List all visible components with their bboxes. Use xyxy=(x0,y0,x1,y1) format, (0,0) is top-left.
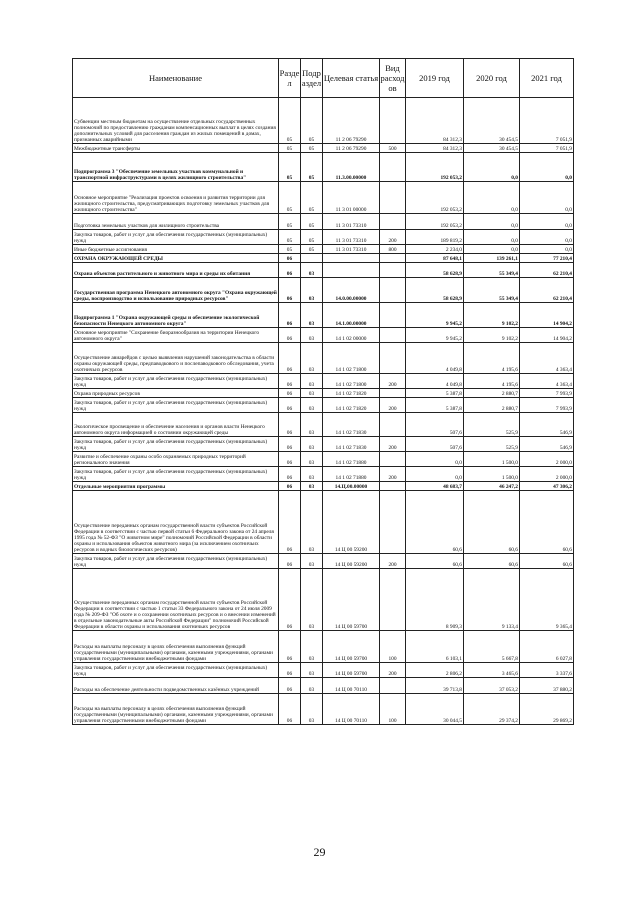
row-podrazdel: 03 xyxy=(301,278,323,303)
table-row xyxy=(73,245,574,254)
row-2021: 77 210,4 xyxy=(520,254,574,263)
row-vid xyxy=(380,491,406,554)
row-podrazdel: 03 xyxy=(301,554,323,569)
row-razdel: 06 xyxy=(279,343,301,374)
row-podrazdel: 05 xyxy=(301,230,323,245)
table-header-row xyxy=(73,59,574,98)
row-podrazdel: 05 xyxy=(301,144,323,153)
row-vid xyxy=(380,214,406,230)
row-name: Субвенции местным бюджетам на осуществление отдельных государственных полномочий по предоставлению гражданам компенсационных выплат в целях создания дополнительных условий для расселения граждан из жилых помещений в домах, признанных аварийными xyxy=(73,98,279,144)
row-statya: 11 3 01 73310 xyxy=(323,230,380,245)
row-razdel: 06 xyxy=(279,452,301,467)
row-podrazdel: 03 xyxy=(301,413,323,437)
row-statya: 14 Ц 00 70110 xyxy=(323,694,380,725)
row-vid: 200 xyxy=(380,374,406,389)
row-2020: 0,0 xyxy=(464,214,520,230)
row-podrazdel: 03 xyxy=(301,303,323,328)
row-vid xyxy=(380,254,406,263)
row-vid: 100 xyxy=(380,631,406,663)
row-2020: 9 102,2 xyxy=(464,303,520,328)
row-statya: 14 1 02 71800 xyxy=(323,374,380,389)
row-2020: 1 500,0 xyxy=(464,467,520,482)
row-podrazdel: 03 xyxy=(301,491,323,554)
table-row xyxy=(73,482,574,491)
row-name: Закупка товаров, работ и услуг для обеспечения государственных (муниципальных) нужд xyxy=(73,374,279,389)
row-2020: 9 133,4 xyxy=(464,569,520,631)
header-vid: Вид расходов xyxy=(380,59,406,98)
row-statya: 14 1 02 71800 xyxy=(323,343,380,374)
row-vid xyxy=(380,452,406,467)
row-name: Осуществление переданных органам государственной власти субъектов Российской Федерации в соответствии с частью 1 статьи 33 Федерального закона от 24 июля 2009 года № 209-ФЗ "Об охоте и о сохранении охотничьих ресурсов и о внесении изменений в отдельные законодательные акты Российской Федерации" полномочий Российской Федерации в области охраны и использования охотничьих ресурсов xyxy=(73,569,279,631)
row-razdel: 06 xyxy=(279,374,301,389)
table-row xyxy=(73,694,574,725)
row-2020: 0,0 xyxy=(464,153,520,182)
row-2020: 3 465,6 xyxy=(464,663,520,678)
row-2021: 0,0 xyxy=(520,182,574,214)
table-row xyxy=(73,398,574,413)
budget-table xyxy=(72,58,574,725)
row-vid xyxy=(380,389,406,398)
row-statya xyxy=(323,263,380,278)
row-razdel: 05 xyxy=(279,245,301,254)
row-statya: 11 3 01 73310 xyxy=(323,214,380,230)
row-2020: 0,0 xyxy=(464,245,520,254)
row-vid: 200 xyxy=(380,398,406,413)
row-podrazdel: 03 xyxy=(301,482,323,491)
row-podrazdel: 05 xyxy=(301,214,323,230)
row-razdel: 06 xyxy=(279,437,301,452)
table-row xyxy=(73,467,574,482)
row-name: Государственная программа Ненецкого автономного округа "Охрана окружающей среды, воспроизводство и использование природных ресурсов" xyxy=(73,278,279,303)
row-name: Экологическое просвещение и обеспечение населения и органов власти Ненецкого автономного округа информацией о состоянии окружающей среды xyxy=(73,413,279,437)
header-name: Наименование xyxy=(73,59,279,98)
row-podrazdel: 03 xyxy=(301,467,323,482)
row-razdel: 06 xyxy=(279,389,301,398)
row-podrazdel: 05 xyxy=(301,98,323,144)
row-name: Иные бюджетные ассигнования xyxy=(73,245,279,254)
row-2020: 55 349,4 xyxy=(464,278,520,303)
row-2019: 60,6 xyxy=(406,554,464,569)
table-row xyxy=(73,491,574,554)
row-razdel: 06 xyxy=(279,482,301,491)
row-2021: 0,0 xyxy=(520,153,574,182)
header-2019: 2019 год xyxy=(406,59,464,98)
row-vid xyxy=(380,328,406,343)
row-name: Межбюджетные трансферты xyxy=(73,144,279,153)
row-2021: 62 210,4 xyxy=(520,263,574,278)
row-podrazdel: 03 xyxy=(301,343,323,374)
row-2019: 5 387,8 xyxy=(406,389,464,398)
row-razdel: 06 xyxy=(279,554,301,569)
row-vid: 200 xyxy=(380,467,406,482)
row-razdel: 06 xyxy=(279,254,301,263)
row-name: Осуществление авиарейдов с целью выявления нарушений законодательства в области охраны окружающей среды, предпаводкового и послепаводкового обследования, учета охотничьих ресурсов xyxy=(73,343,279,374)
row-razdel: 06 xyxy=(279,263,301,278)
row-2021: 14 904,2 xyxy=(520,303,574,328)
row-statya: 14 1 02 71830 xyxy=(323,413,380,437)
row-2021: 4 363,4 xyxy=(520,343,574,374)
table-row xyxy=(73,663,574,678)
row-name: Отдельные мероприятия программы xyxy=(73,482,279,491)
header-2021: 2021 год xyxy=(520,59,574,98)
row-razdel: 05 xyxy=(279,230,301,245)
row-name: Основное мероприятие "Реализация проектов освоения и развития территории для жилищного строительства, предусматривающих подготовку земельных участков для жилищного строительства" xyxy=(73,182,279,214)
row-name: Расходы на обеспечение деятельности подведомственных казённых учреждений xyxy=(73,678,279,694)
row-razdel: 06 xyxy=(279,678,301,694)
row-vid: 200 xyxy=(380,663,406,678)
row-2019: 0,0 xyxy=(406,467,464,482)
table-row xyxy=(73,437,574,452)
row-2021: 0,0 xyxy=(520,214,574,230)
row-statya: 14 Ц 00 59200 xyxy=(323,554,380,569)
row-2019: 9 945,2 xyxy=(406,328,464,343)
row-podrazdel: 03 xyxy=(301,678,323,694)
row-statya: 14 Ц 00 59700 xyxy=(323,569,380,631)
header-podrazdel: Подраздел xyxy=(301,59,323,98)
table-row xyxy=(73,328,574,343)
row-name: Подпрограмма 1 "Охрана окружающей среды и обеспечение экологической безопасности Ненецкого автономного округа" xyxy=(73,303,279,328)
row-podrazdel: 03 xyxy=(301,263,323,278)
row-2021: 14 904,2 xyxy=(520,328,574,343)
row-2020: 60,6 xyxy=(464,491,520,554)
row-2019: 2 806,2 xyxy=(406,663,464,678)
table-row xyxy=(73,182,574,214)
row-2019: 58 628,9 xyxy=(406,263,464,278)
row-2019: 48 683,7 xyxy=(406,482,464,491)
row-podrazdel: 03 xyxy=(301,437,323,452)
row-name: Закупка товаров, работ и услуг для обеспечения государственных (муниципальных) нужд xyxy=(73,398,279,413)
row-name: Расходы на выплаты персоналу в целях обеспечения выполнения функций государственными (муниципальными) органами, казенными учреждениями, органами управления государственными внебюджетными фондами xyxy=(73,694,279,725)
row-name: Развитие и обеспечение охраны особо охраняемых природных территорий регионального значения xyxy=(73,452,279,467)
table-row xyxy=(73,343,574,374)
row-2020: 55 349,4 xyxy=(464,263,520,278)
row-2020: 29 374,2 xyxy=(464,694,520,725)
row-2021: 2 000,0 xyxy=(520,452,574,467)
row-vid xyxy=(380,278,406,303)
table-row xyxy=(73,374,574,389)
row-2020: 0,0 xyxy=(464,182,520,214)
row-statya: 11 2 06 79290 xyxy=(323,98,380,144)
table-row xyxy=(73,452,574,467)
row-name: Закупка товаров, работ и услуг для обеспечения государственных (муниципальных) нужд xyxy=(73,554,279,569)
table-row xyxy=(73,278,574,303)
row-2020: 525,9 xyxy=(464,413,520,437)
row-name: Охрана природных ресурсов xyxy=(73,389,279,398)
row-2019: 0,0 xyxy=(406,452,464,467)
row-vid xyxy=(380,153,406,182)
row-2020: 2 880,7 xyxy=(464,389,520,398)
row-vid: 100 xyxy=(380,694,406,725)
row-vid: 200 xyxy=(380,437,406,452)
row-2020: 9 102,2 xyxy=(464,328,520,343)
row-2021: 37 880,2 xyxy=(520,678,574,694)
row-2021: 4 363,4 xyxy=(520,374,574,389)
row-statya: 14 Ц 00 59700 xyxy=(323,663,380,678)
row-statya xyxy=(323,254,380,263)
row-2021: 2 000,0 xyxy=(520,467,574,482)
row-vid xyxy=(380,678,406,694)
row-razdel: 06 xyxy=(279,303,301,328)
table-row xyxy=(73,554,574,569)
row-vid xyxy=(380,569,406,631)
row-2021: 7 993,9 xyxy=(520,398,574,413)
row-2021: 546,9 xyxy=(520,437,574,452)
row-2019: 87 648,1 xyxy=(406,254,464,263)
row-razdel: 05 xyxy=(279,214,301,230)
row-razdel: 06 xyxy=(279,467,301,482)
row-2019: 8 909,3 xyxy=(406,569,464,631)
table-row xyxy=(73,214,574,230)
row-2021: 60,6 xyxy=(520,554,574,569)
row-statya: 14.Ц.00.00000 xyxy=(323,482,380,491)
row-podrazdel: 03 xyxy=(301,663,323,678)
row-2021: 29 869,2 xyxy=(520,694,574,725)
header-2020: 2020 год xyxy=(464,59,520,98)
row-vid xyxy=(380,182,406,214)
row-name: ОХРАНА ОКРУЖАЮЩЕЙ СРЕДЫ xyxy=(73,254,279,263)
row-vid xyxy=(380,98,406,144)
row-statya: 11 2 06 79290 xyxy=(323,144,380,153)
row-2020: 1 500,0 xyxy=(464,452,520,467)
row-statya: 14 1 02 71820 xyxy=(323,398,380,413)
table-row xyxy=(73,144,574,153)
row-2021: 0,0 xyxy=(520,230,574,245)
row-2019: 5 387,8 xyxy=(406,398,464,413)
row-2019: 39 713,8 xyxy=(406,678,464,694)
row-2021: 7 051,9 xyxy=(520,98,574,144)
row-statya: 14.0.00.00000 xyxy=(323,278,380,303)
row-statya: 11.3.00.00000 xyxy=(323,153,380,182)
row-statya: 14.1.00.00000 xyxy=(323,303,380,328)
row-vid xyxy=(380,482,406,491)
row-podrazdel: 03 xyxy=(301,374,323,389)
row-2019: 9 945,2 xyxy=(406,303,464,328)
page-number: 29 xyxy=(313,845,326,859)
row-2020: 2 880,7 xyxy=(464,398,520,413)
row-vid xyxy=(380,263,406,278)
row-statya: 14 1 02 71830 xyxy=(323,437,380,452)
row-name: Подпрограмма 3 "Обеспечение земельных участков коммунальной и транспортной инфраструктурами в целях жилищного строительства" xyxy=(73,153,279,182)
row-podrazdel: 03 xyxy=(301,389,323,398)
row-podrazdel: 05 xyxy=(301,153,323,182)
table-row xyxy=(73,631,574,663)
table-row xyxy=(73,254,574,263)
row-vid: 500 xyxy=(380,144,406,153)
row-razdel: 06 xyxy=(279,694,301,725)
row-podrazdel: 03 xyxy=(301,452,323,467)
row-2019: 189 819,2 xyxy=(406,230,464,245)
row-name: Охрана объектов растительного и животного мира и среды их обитания xyxy=(73,263,279,278)
row-statya: 14 1 02 71820 xyxy=(323,389,380,398)
row-2021: 9 365,4 xyxy=(520,569,574,631)
row-statya: 14 1 02 00000 xyxy=(323,328,380,343)
row-2019: 192 053,2 xyxy=(406,153,464,182)
row-razdel: 06 xyxy=(279,278,301,303)
row-2020: 4 195,6 xyxy=(464,374,520,389)
row-statya: 14 Ц 00 59200 xyxy=(323,491,380,554)
row-vid: 200 xyxy=(380,230,406,245)
row-2019: 84 312,3 xyxy=(406,98,464,144)
row-vid xyxy=(380,413,406,437)
row-2020: 4 195,6 xyxy=(464,343,520,374)
row-2020: 30 454,5 xyxy=(464,144,520,153)
row-razdel: 06 xyxy=(279,328,301,343)
row-2019: 507,6 xyxy=(406,437,464,452)
row-2021: 7 051,9 xyxy=(520,144,574,153)
row-2020: 37 053,2 xyxy=(464,678,520,694)
row-name: Закупка товаров, работ и услуг для обеспечения государственных (муниципальных) нужд xyxy=(73,663,279,678)
row-razdel: 05 xyxy=(279,182,301,214)
table-row xyxy=(73,389,574,398)
row-name: Закупка товаров, работ и услуг для обеспечения государственных (муниципальных) нужд xyxy=(73,437,279,452)
row-statya: 11 3 01 73310 xyxy=(323,245,380,254)
row-vid: 200 xyxy=(380,554,406,569)
row-name: Закупка товаров, работ и услуг для обеспечения государственных (муниципальных) нужд xyxy=(73,230,279,245)
row-name: Осуществление переданных органам государственной власти субъектов Российской Федерации в соответствии с частью первой статьи 6 Федерального закона от 24 апреля 1995 года № 52-ФЗ "О животном мире" полномочий Российской Федерации в области охраны и использования объектов животного мира (за исключением охотничьих ресурсов и водных биологических ресурсов) xyxy=(73,491,279,554)
row-podrazdel: 05 xyxy=(301,182,323,214)
row-2019: 4 049,8 xyxy=(406,374,464,389)
row-2019: 6 103,1 xyxy=(406,631,464,663)
row-2021: 62 210,4 xyxy=(520,278,574,303)
row-vid xyxy=(380,343,406,374)
row-2020: 46 247,2 xyxy=(464,482,520,491)
header-razdel: Раздел xyxy=(279,59,301,98)
row-2019: 192 053,2 xyxy=(406,214,464,230)
row-podrazdel xyxy=(301,254,323,263)
row-name: Закупка товаров, работ и услуг для обеспечения государственных (муниципальных) нужд xyxy=(73,467,279,482)
row-statya: 14 Ц 00 59700 xyxy=(323,631,380,663)
row-2020: 30 454,5 xyxy=(464,98,520,144)
row-podrazdel: 03 xyxy=(301,631,323,663)
row-razdel: 05 xyxy=(279,98,301,144)
table-row xyxy=(73,413,574,437)
row-vid: 800 xyxy=(380,245,406,254)
row-2019: 30 044,5 xyxy=(406,694,464,725)
row-razdel: 06 xyxy=(279,491,301,554)
row-podrazdel: 03 xyxy=(301,398,323,413)
row-2019: 2 234,0 xyxy=(406,245,464,254)
table-row xyxy=(73,569,574,631)
table-row xyxy=(73,153,574,182)
row-2021: 546,9 xyxy=(520,413,574,437)
row-razdel: 06 xyxy=(279,413,301,437)
row-name: Основное мероприятие "Сохранение биоразнообразия на территории Ненецкого автономного округа" xyxy=(73,328,279,343)
row-name: Подготовка земельных участков для жилищного строительства xyxy=(73,214,279,230)
row-2020: 0,0 xyxy=(464,230,520,245)
row-2019: 84 312,3 xyxy=(406,144,464,153)
row-statya: 14 1 02 71880 xyxy=(323,452,380,467)
table-row xyxy=(73,678,574,694)
row-2021: 60,6 xyxy=(520,491,574,554)
table-row xyxy=(73,303,574,328)
row-2020: 139 261,1 xyxy=(464,254,520,263)
table-row xyxy=(73,98,574,144)
row-2019: 58 628,9 xyxy=(406,278,464,303)
row-2020: 5 667,8 xyxy=(464,631,520,663)
row-razdel: 06 xyxy=(279,631,301,663)
row-2021: 7 993,9 xyxy=(520,389,574,398)
row-2020: 60,6 xyxy=(464,554,520,569)
row-name: Расходы на выплаты персоналу в целях обеспечения выполнения функций государственными (муниципальными) органами, казенными учреждениями, органами управления государственными внебюджетными фондами xyxy=(73,631,279,663)
row-vid xyxy=(380,303,406,328)
table-row xyxy=(73,263,574,278)
row-statya: 14 Ц 00 70110 xyxy=(323,678,380,694)
row-razdel: 05 xyxy=(279,153,301,182)
row-2019: 192 053,2 xyxy=(406,182,464,214)
row-razdel: 05 xyxy=(279,144,301,153)
row-2021: 47 306,2 xyxy=(520,482,574,491)
row-podrazdel: 05 xyxy=(301,245,323,254)
row-2021: 3 337,6 xyxy=(520,663,574,678)
row-podrazdel: 03 xyxy=(301,569,323,631)
row-2019: 60,6 xyxy=(406,491,464,554)
row-razdel: 06 xyxy=(279,663,301,678)
row-razdel: 06 xyxy=(279,398,301,413)
row-statya: 11 3 01 00000 xyxy=(323,182,380,214)
row-podrazdel: 03 xyxy=(301,328,323,343)
row-2020: 525,9 xyxy=(464,437,520,452)
table-row xyxy=(73,230,574,245)
row-razdel: 06 xyxy=(279,569,301,631)
row-2019: 4 049,8 xyxy=(406,343,464,374)
row-2019: 507,6 xyxy=(406,413,464,437)
row-podrazdel: 03 xyxy=(301,694,323,725)
header-statya: Целевая статья xyxy=(323,59,380,98)
row-2021: 0,0 xyxy=(520,245,574,254)
row-2021: 6 027,8 xyxy=(520,631,574,663)
row-statya: 14 1 02 71880 xyxy=(323,467,380,482)
